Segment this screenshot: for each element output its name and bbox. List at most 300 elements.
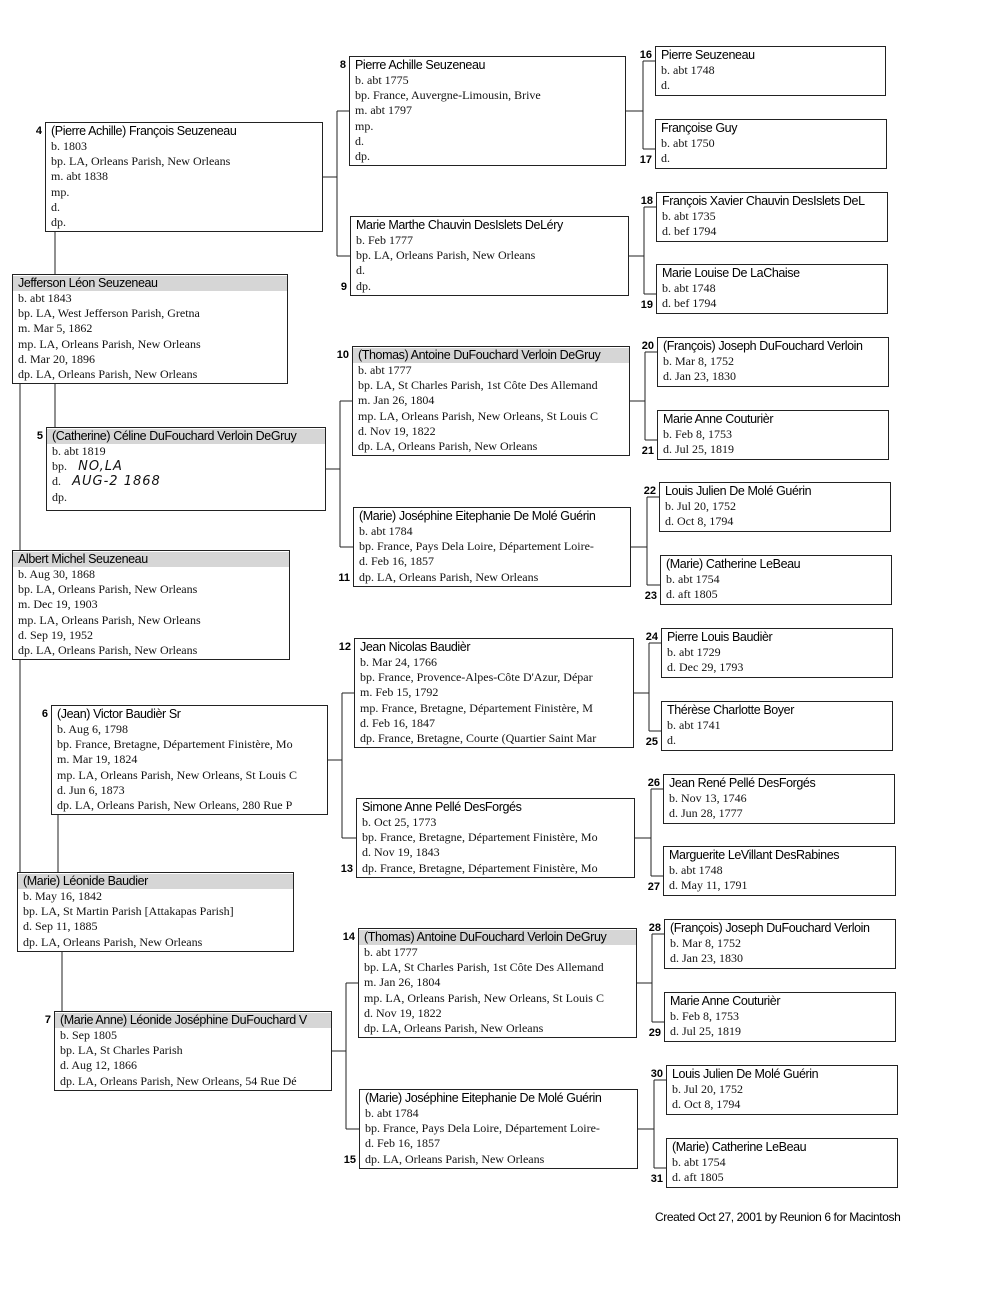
person-fact [18,352,287,367]
person-box [45,122,323,232]
person-fact [57,752,327,767]
fact-text: d. [52,474,61,489]
fact-text: b. Mar 24, 1766 [360,655,437,669]
fact-text: bp. France, Provence-Alpes-Côte D'Azur, Dépar [360,670,593,685]
person-box [358,928,637,1038]
fact-text: b. abt 1775 [355,73,409,87]
fact-text: dp. LA, Orleans Parish, New Orleans [18,642,198,657]
person-fact [57,783,327,798]
generation-number: 8 [339,59,346,71]
fact-text: d. [356,263,365,278]
person-fact [57,722,327,737]
person-fact [365,1121,637,1136]
person-fact [364,975,636,990]
person-fact [670,1024,895,1039]
fact-text: d. [667,733,676,748]
person-box [655,119,887,169]
fact-text: d. aft 1805 [672,1170,724,1185]
person-name: Françoise Guy [661,121,738,135]
fact-text: m. Mar 19, 1824 [57,752,138,767]
fact-text: bp. France, Bretagne, Département Finistère, Mo [362,830,598,845]
person-name: (Marie) Catherine LeBeau [672,1140,807,1154]
fact-text: dp. [52,489,67,504]
person-fact [355,119,625,134]
fact-text: d. Feb 16, 1857 [359,554,434,569]
person-fact [359,570,630,585]
person-fact [23,919,293,934]
fact-text: b. abt 1754 [666,572,720,586]
credit-line: Created Oct 27, 2001 by Reunion 6 for Macintosh [655,1210,901,1224]
generation-number: 29 [648,1027,661,1039]
person-fact [51,169,322,184]
person-fact [365,1136,637,1151]
person-box [51,705,328,815]
person-name: (Jean) Victor Baudièr Sr [57,707,181,721]
fact-text: m. abt 1797 [355,103,412,118]
fact-text: mp. [355,118,374,133]
person-fact [662,281,887,296]
generation-number: 30 [650,1068,663,1080]
person-fact [18,597,289,612]
fact-text: d. [51,199,60,214]
person-box [356,798,635,878]
fact-text: d. Aug 12, 1866 [60,1058,138,1073]
fact-text: m. abt 1838 [51,169,108,184]
generation-number: 16 [639,49,652,61]
generation-number: 7 [44,1014,51,1026]
person-fact [355,103,625,118]
person-fact [360,731,633,746]
fact-text: b. Aug 30, 1868 [18,567,96,581]
person-fact [661,78,885,93]
fact-text: dp. LA, Orleans Parish, New Orleans, 54 Rue Dé [60,1073,297,1088]
person-fact [661,63,885,78]
person-fact [18,567,289,582]
fact-text: bp. France, Auvergne-Limousin, Brive [355,88,541,103]
person-name: (Catherine) Céline DuFouchard Verloin DeGruy [47,429,325,444]
person-fact [669,878,895,893]
fact-text: d. Nov 19, 1822 [358,423,436,438]
generation-number: 17 [639,154,652,166]
fact-text: b. Jul 20, 1752 [672,1082,744,1096]
person-fact [356,263,628,278]
person-box [17,872,294,952]
person-fact [364,945,636,960]
person-box [660,555,892,605]
fact-text: m. Mar 5, 1862 [18,321,93,336]
person-fact [662,224,887,239]
person-box [656,264,888,314]
person-name: (Marie) Joséphine Eitephanie De Molé Guérin [365,1091,602,1105]
fact-text: mp. LA, Orleans Parish, New Orleans, St Louis C [57,767,297,782]
generation-number: 23 [644,590,657,602]
person-name: Marie Marthe Chauvin DesIslets DeLéry [356,218,563,232]
fact-text: b. May 16, 1842 [23,889,102,903]
person-fact [358,363,629,378]
fact-text: d. May 11, 1791 [669,878,748,893]
fact-text: bp. LA, St Charles Parish, 1st Côte Des Allemand [358,378,598,393]
person-fact [355,73,625,88]
generation-number: 9 [340,281,347,293]
generation-number: 24 [645,631,658,643]
person-box [664,919,896,969]
fact-text: bp. France, Bretagne, Département Finistère, Mo [57,737,293,752]
fact-text: b. Oct 25, 1773 [362,815,437,829]
person-name: (François) Joseph DuFouchard Verloin [663,339,863,353]
fact-text: b. Mar 8, 1752 [663,354,734,368]
person-name: (Pierre Achille) François Seuzeneau [51,124,237,138]
person-fact [356,279,628,294]
fact-text: d. Sep 19, 1952 [18,627,93,642]
fact-text: d. Jun 6, 1873 [57,782,125,797]
person-box [350,216,629,296]
person-fact [23,889,293,904]
fact-text: d. Sep 11, 1885 [23,919,98,934]
fact-text: d. Dec 29, 1793 [667,660,744,675]
generation-number: 26 [647,777,660,789]
fact-text: d. Mar 20, 1896 [18,351,95,366]
person-name: Pierre Louis Baudièr [667,630,773,644]
person-fact [365,1106,637,1121]
fact-text: mp. France, Bretagne, Département Finistère, M [360,700,593,715]
fact-text: b. abt 1735 [662,209,716,223]
person-name: Pierre Seuzeneau [661,48,755,62]
person-fact [672,1082,897,1097]
fact-text: d. Nov 19, 1822 [364,1005,442,1020]
person-fact [364,1021,636,1036]
fact-text: d. Jul 25, 1819 [670,1024,742,1039]
generation-number: 6 [41,708,48,720]
fact-text: dp. [356,278,371,293]
person-fact [52,474,325,489]
person-fact [356,233,628,248]
fact-text: mp. LA, Orleans Parish, New Orleans [18,336,201,351]
person-fact [360,701,633,716]
person-fact [665,514,890,529]
person-fact [60,1074,331,1089]
person-fact [359,554,630,569]
generation-number: 4 [35,125,42,137]
generation-number: 20 [641,340,654,352]
person-fact [355,134,625,149]
person-fact [57,768,327,783]
fact-text: dp. [355,148,370,163]
person-name: Louis Julien De Molé Guérin [672,1067,819,1081]
fact-text: b. abt 1777 [358,363,412,377]
person-name: Jean Nicolas Baudièr [360,640,471,654]
fact-text: b. abt 1748 [669,863,723,877]
generation-number: 13 [340,863,353,875]
generation-number: 14 [342,931,355,943]
person-fact [672,1155,897,1170]
fact-text: bp. France, Pays Dela Loire, Département Loire- [359,539,594,554]
person-fact [362,830,634,845]
person-name: François Xavier Chauvin DesIslets DeL [662,194,865,208]
person-fact [52,459,325,474]
person-fact [362,815,634,830]
person-fact [362,861,634,876]
fact-text: dp. LA, Orleans Parish, New Orleans, 280 Rue P [57,797,293,812]
person-fact [52,444,325,459]
fact-text: d. aft 1805 [666,587,718,602]
generation-number: 31 [650,1173,663,1185]
fact-text: b. abt 1819 [52,444,106,458]
fact-text: b. abt 1784 [359,524,413,538]
fact-text: b. Mar 8, 1752 [670,936,741,950]
person-fact [18,367,287,382]
person-fact [57,798,327,813]
person-box [666,1138,898,1188]
person-fact [358,393,629,408]
person-fact [60,1043,331,1058]
person-fact [663,427,888,442]
generation-number: 21 [641,445,654,457]
person-fact [52,490,325,505]
person-box [359,1089,638,1169]
person-fact [665,499,890,514]
person-fact [663,354,888,369]
person-name: Simone Anne Pellé DesForgés [362,800,522,814]
fact-text: bp. LA, St Charles Parish, 1st Côte Des Allemand [364,960,604,975]
person-box [664,992,896,1042]
person-name: (Marie) Catherine LeBeau [666,557,801,571]
person-box [349,56,626,166]
person-box [352,346,630,456]
person-fact [18,628,289,643]
person-fact [18,613,289,628]
fact-text: b. abt 1729 [667,645,721,659]
person-fact [51,139,322,154]
person-fact [355,88,625,103]
person-name: (Marie) Joséphine Eitephanie De Molé Guérin [359,509,596,523]
person-box [657,337,889,387]
fact-text: dp. LA, Orleans Parish, New Orleans [359,569,539,584]
fact-text: bp. LA, St Martin Parish [Attakapas Parish] [23,904,234,919]
person-fact [358,439,629,454]
person-name: (Marie) Léonide Baudier [18,874,293,889]
fact-text: d. Jan 23, 1830 [670,951,743,966]
fact-text: b. abt 1748 [662,281,716,295]
fact-text: b. Nov 13, 1746 [669,791,747,805]
generation-number: 22 [643,485,656,497]
person-fact [362,845,634,860]
handwritten-annotation: AUG-2 1868 [67,474,161,490]
generation-number: 27 [647,881,660,893]
fact-text: m. Dec 19, 1903 [18,597,98,612]
person-fact [667,660,892,675]
person-fact [666,587,891,602]
fact-text: d. bef 1794 [662,224,717,239]
fact-text: d. Oct 8, 1794 [672,1097,741,1112]
person-name: (Thomas) Antoine DuFouchard Verloin DeGruy [359,930,636,945]
person-fact [666,572,891,587]
fact-text: m. Feb 15, 1792 [360,685,439,700]
person-fact [360,716,633,731]
person-box [12,274,288,384]
fact-text: dp. LA, Orleans Parish, New Orleans [358,438,538,453]
fact-text: b. abt 1750 [661,136,715,150]
person-fact [356,248,628,263]
person-name: Pierre Achille Seuzeneau [355,58,486,72]
fact-text: dp. LA, Orleans Parish, New Orleans [364,1020,544,1035]
fact-text: d. [661,78,670,93]
person-fact [18,582,289,597]
fact-text: bp. France, Pays Dela Loire, Département Loire- [365,1121,600,1136]
person-fact [360,670,633,685]
person-box [657,410,889,460]
fact-text: bp. [52,459,67,474]
person-fact [670,936,895,951]
person-fact [18,306,287,321]
fact-text: m. Jan 26, 1804 [358,393,435,408]
person-name: Marguerite LeVillant DesRabines [669,848,840,862]
person-box [46,427,326,511]
fact-text: b. abt 1843 [18,291,72,305]
person-box [661,628,893,678]
fact-text: b. Feb 8, 1753 [663,427,732,441]
fact-text: mp. LA, Orleans Parish, New Orleans [18,612,201,627]
person-box [353,507,631,587]
person-fact [661,136,886,151]
fact-text: mp. LA, Orleans Parish, New Orleans, St Louis C [364,990,604,1005]
person-name: (François) Joseph DuFouchard Verloin [670,921,870,935]
fact-text: m. Jan 26, 1804 [364,975,441,990]
person-name: Louis Julien De Molé Guérin [665,484,812,498]
person-fact [670,951,895,966]
fact-text: d. Nov 19, 1843 [362,845,440,860]
fact-text: bp. LA, Orleans Parish, New Orleans [18,582,198,597]
person-fact [18,337,287,352]
person-fact [358,424,629,439]
person-box [663,774,895,824]
fact-text: b. abt 1777 [364,945,418,959]
person-fact [661,151,886,166]
person-box [656,192,888,242]
fact-text: b. abt 1754 [672,1155,726,1169]
fact-text: dp. France, Bretagne, Courte (Quartier Saint Mar [360,730,597,745]
person-fact [364,991,636,1006]
person-name: Albert Michel Seuzeneau [13,552,289,567]
generation-number: 15 [343,1154,356,1166]
fact-text: dp. LA, Orleans Parish, New Orleans [18,366,198,381]
person-fact [51,185,322,200]
person-fact [667,645,892,660]
fact-text: bp. LA, St Charles Parish [60,1043,183,1058]
fact-text: b. abt 1748 [661,63,715,77]
person-fact [358,409,629,424]
fact-text: b. Sep 1805 [60,1028,117,1042]
person-box [661,701,893,751]
person-name: Jean René Pellé DesForgés [669,776,816,790]
fact-text: bp. LA, Orleans Parish, New Orleans [356,248,536,263]
generation-number: 11 [338,572,350,584]
person-fact [663,442,888,457]
person-fact [60,1028,331,1043]
person-fact [670,1009,895,1024]
person-fact [667,718,892,733]
person-box [12,550,290,660]
person-box [666,1065,898,1115]
person-fact [364,1006,636,1021]
fact-text: mp. LA, Orleans Parish, New Orleans, St Louis C [358,408,598,423]
person-fact [672,1170,897,1185]
fact-text: d. Jun 28, 1777 [669,806,743,821]
person-fact [662,209,887,224]
person-name: Marie Anne Couturièr [670,994,781,1008]
person-box [663,846,896,896]
generation-number: 12 [338,641,351,653]
fact-text: d. Jul 25, 1819 [663,442,735,457]
generation-number: 5 [36,430,43,442]
fact-text: b. 1803 [51,139,87,153]
person-box [655,46,886,96]
person-box [354,638,634,748]
person-box [659,482,891,532]
person-fact [18,643,289,658]
fact-text: b. abt 1741 [667,718,721,732]
person-name: Jefferson Léon Seuzeneau [13,276,287,291]
person-name: (Thomas) Antoine DuFouchard Verloin DeGruy [353,348,629,363]
person-fact [365,1152,637,1167]
person-fact [359,524,630,539]
fact-text: b. abt 1784 [365,1106,419,1120]
person-fact [51,154,322,169]
person-fact [23,935,293,950]
fact-text: mp. [51,184,70,199]
fact-text: dp. LA, Orleans Parish, New Orleans [23,934,203,949]
person-fact [57,737,327,752]
person-fact [18,291,287,306]
person-fact [23,904,293,919]
person-fact [360,655,633,670]
fact-text: d. Jan 23, 1830 [663,369,736,384]
fact-text: b. Feb 8, 1753 [670,1009,739,1023]
person-fact [669,806,894,821]
person-fact [669,863,895,878]
fact-text: bp. LA, West Jefferson Parish, Gretna [18,306,200,321]
generation-number: 19 [640,299,653,311]
fact-text: d. Feb 16, 1857 [365,1136,440,1151]
person-fact [662,296,887,311]
person-fact [669,791,894,806]
fact-text: d. [661,151,670,166]
person-name: Marie Anne Couturièr [663,412,774,426]
person-name: Thérèse Charlotte Boyer [667,703,794,717]
person-box [54,1011,332,1091]
fact-text: d. Feb 16, 1847 [360,715,435,730]
fact-text: dp. France, Bretagne, Département Finistère, Mo [362,860,598,875]
generation-number: 25 [645,736,658,748]
person-fact [18,321,287,336]
fact-text: dp. LA, Orleans Parish, New Orleans [365,1151,545,1166]
generation-number: 10 [336,349,349,361]
fact-text: bp. LA, Orleans Parish, New Orleans [51,154,231,169]
person-name: Marie Louise De LaChaise [662,266,800,280]
fact-text: b. Feb 1777 [356,233,413,247]
person-fact [358,378,629,393]
person-fact [51,200,322,215]
fact-text: b. Aug 6, 1798 [57,722,129,736]
person-fact [672,1097,897,1112]
fact-text: d. [355,133,364,148]
fact-text: d. bef 1794 [662,296,717,311]
person-fact [51,215,322,230]
person-fact [667,733,892,748]
generation-number: 28 [648,922,661,934]
person-fact [60,1058,331,1073]
person-fact [360,685,633,700]
person-fact [663,369,888,384]
